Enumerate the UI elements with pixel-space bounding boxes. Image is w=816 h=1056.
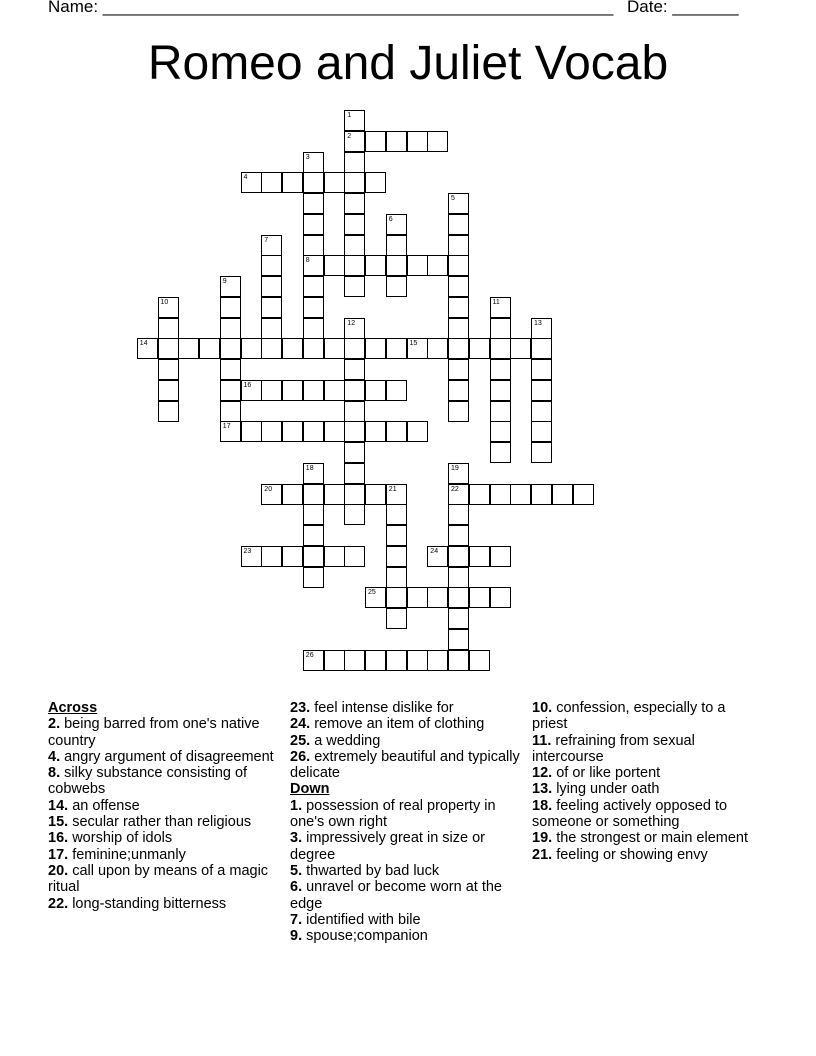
- clue-item: [290, 912, 522, 928]
- clue-item: [532, 798, 764, 831]
- grid-cell[interactable]: [531, 442, 552, 463]
- grid-cell[interactable]: [282, 421, 303, 442]
- grid-cell[interactable]: [448, 567, 469, 588]
- grid-cell[interactable]: [531, 338, 552, 359]
- grid-cell[interactable]: [178, 338, 199, 359]
- grid-cell[interactable]: [303, 338, 324, 359]
- clue-number: 7.: [290, 911, 303, 928]
- clue-number: 10.: [532, 700, 553, 716]
- clue-number: 25.: [290, 732, 311, 749]
- cell-number: 18: [305, 464, 314, 472]
- grid-cell[interactable]: [303, 276, 324, 297]
- clue-number: 13.: [532, 781, 553, 798]
- grid-cell[interactable]: [490, 380, 511, 401]
- clue-item: [532, 700, 764, 733]
- clue-text: refraining from sexual intercourse: [532, 732, 695, 765]
- grid-cell[interactable]: [344, 421, 365, 442]
- grid-cell[interactable]: [407, 131, 428, 152]
- grid-cell[interactable]: [448, 629, 469, 650]
- grid-cell[interactable]: [282, 380, 303, 401]
- grid-cell[interactable]: [490, 421, 511, 442]
- cell-number: 8: [305, 257, 310, 265]
- clue-item: [532, 830, 764, 846]
- date-field[interactable]: Date: _______: [627, 0, 739, 16]
- grid-cell[interactable]: [448, 214, 469, 235]
- cell-number: 11: [492, 298, 500, 306]
- grid-cell[interactable]: [448, 193, 469, 214]
- cell-number: 22: [451, 485, 459, 493]
- clue-text: possession of real property in one's own right: [290, 797, 496, 831]
- clue-item: [290, 879, 522, 912]
- clue-item: [290, 700, 522, 716]
- grid-cell[interactable]: [448, 484, 469, 505]
- clue-number: 18.: [532, 797, 553, 814]
- grid-cell[interactable]: [303, 546, 324, 567]
- grid-cell[interactable]: [490, 297, 511, 318]
- clue-number: 1.: [290, 797, 303, 814]
- grid-cell[interactable]: [386, 504, 407, 525]
- clue-column-2: [290, 700, 522, 944]
- clue-item: [290, 749, 522, 782]
- clue-item: [290, 928, 522, 944]
- clue-item: [48, 814, 280, 830]
- grid-cell[interactable]: [220, 276, 241, 297]
- grid-cell[interactable]: [386, 276, 407, 297]
- grid-cell[interactable]: [531, 359, 552, 380]
- grid-cell[interactable]: [261, 172, 282, 193]
- grid-cell[interactable]: [199, 338, 220, 359]
- cell-number: 10: [160, 298, 169, 306]
- grid-cell[interactable]: [241, 338, 262, 359]
- grid-cell[interactable]: [448, 359, 469, 380]
- grid-cell[interactable]: [469, 484, 490, 505]
- grid-cell[interactable]: [448, 587, 469, 608]
- grid-cell[interactable]: [344, 214, 365, 235]
- grid-cell[interactable]: [448, 380, 469, 401]
- cell-number: 17: [222, 423, 231, 431]
- cell-number: 1: [347, 112, 352, 119]
- clue-number: 6.: [290, 879, 303, 896]
- grid-cell[interactable]: [510, 484, 531, 505]
- clue-text: long-standing bitterness: [68, 895, 227, 912]
- grid-cell[interactable]: [220, 338, 241, 359]
- grid-cell[interactable]: [324, 546, 345, 567]
- grid-cell[interactable]: [490, 484, 511, 505]
- clue-column-1: [48, 700, 280, 912]
- clue-item: [290, 733, 522, 749]
- grid-cell[interactable]: [427, 587, 448, 608]
- cell-number: 7: [264, 236, 269, 244]
- grid-cell[interactable]: [324, 338, 345, 359]
- grid-cell[interactable]: [261, 484, 282, 505]
- grid-cell[interactable]: [490, 587, 511, 608]
- cell-number: 3: [305, 153, 310, 161]
- grid-cell[interactable]: [303, 193, 324, 214]
- grid-cell[interactable]: [282, 546, 303, 567]
- grid-cell[interactable]: [427, 546, 448, 567]
- grid-cell[interactable]: [531, 484, 552, 505]
- grid-cell[interactable]: [490, 338, 511, 359]
- grid-cell[interactable]: [448, 504, 469, 525]
- grid-cell[interactable]: [344, 172, 365, 193]
- grid-cell[interactable]: [324, 255, 345, 276]
- grid-cell[interactable]: [137, 338, 158, 359]
- clue-text: feel intense dislike for: [310, 700, 454, 716]
- grid-cell[interactable]: [344, 546, 365, 567]
- clue-number: 26.: [290, 748, 311, 765]
- grid-cell[interactable]: [386, 546, 407, 567]
- cell-number: 26: [305, 651, 314, 659]
- clue-item: [290, 798, 522, 831]
- cell-number: 5: [451, 195, 455, 202]
- clue-item: [48, 749, 280, 765]
- clue-item: [532, 847, 764, 863]
- clue-number: 15.: [48, 814, 69, 831]
- grid-cell[interactable]: [324, 172, 345, 193]
- grid-cell[interactable]: [303, 235, 324, 256]
- clue-heading: Down: [290, 781, 330, 798]
- grid-cell[interactable]: [261, 276, 282, 297]
- grid-cell[interactable]: [365, 255, 386, 276]
- clue-item: [532, 733, 764, 766]
- grid-cell[interactable]: [448, 235, 469, 256]
- grid-cell[interactable]: [158, 401, 179, 422]
- grid-cell[interactable]: [303, 297, 324, 318]
- grid-cell[interactable]: [324, 380, 345, 401]
- clue-number: 12.: [532, 765, 553, 782]
- grid-cell[interactable]: [344, 484, 365, 505]
- grid-cell[interactable]: [448, 650, 469, 671]
- grid-cell[interactable]: [324, 421, 345, 442]
- grid-cell[interactable]: [220, 380, 241, 401]
- grid-cell[interactable]: [365, 131, 386, 152]
- grid-cell[interactable]: [552, 484, 573, 505]
- grid-cell[interactable]: [303, 525, 324, 546]
- cell-number: 13: [534, 319, 542, 327]
- clue-number: 2.: [48, 716, 61, 733]
- grid-cell[interactable]: [220, 318, 241, 339]
- clue-number: 22.: [48, 895, 69, 912]
- grid-cell[interactable]: [303, 255, 324, 276]
- name-field[interactable]: Name: ______________________________________________________: [48, 0, 614, 16]
- grid-cell[interactable]: [427, 131, 448, 152]
- grid-cell[interactable]: [344, 152, 365, 173]
- grid-cell[interactable]: [344, 650, 365, 671]
- grid-cell[interactable]: [261, 338, 282, 359]
- grid-cell[interactable]: [448, 318, 469, 339]
- grid-cell[interactable]: [448, 463, 469, 484]
- clue-item: [290, 716, 522, 732]
- grid-cell[interactable]: [344, 193, 365, 214]
- cell-number: 24: [430, 547, 439, 555]
- clue-text: spouse;companion: [302, 928, 428, 945]
- grid-cell[interactable]: [407, 255, 428, 276]
- grid-cell[interactable]: [303, 152, 324, 173]
- grid-cell[interactable]: [344, 359, 365, 380]
- clue-text: confession, especially to a priest: [532, 700, 726, 733]
- clue-number: 21.: [532, 846, 553, 863]
- grid-cell[interactable]: [386, 567, 407, 588]
- grid-cell[interactable]: [261, 235, 282, 256]
- cell-number: 20: [264, 485, 273, 493]
- grid-cell[interactable]: [261, 546, 282, 567]
- grid-cell[interactable]: [365, 484, 386, 505]
- grid-cell[interactable]: [303, 172, 324, 193]
- page-title: Romeo and Juliet Vocab: [147, 37, 669, 90]
- clue-text: identified with bile: [302, 911, 421, 928]
- clue-item: [290, 863, 522, 879]
- clue-number: 16.: [48, 830, 69, 847]
- grid-cell[interactable]: [158, 359, 179, 380]
- grid-cell[interactable]: [344, 318, 365, 339]
- grid-cell[interactable]: [386, 525, 407, 546]
- grid-cell[interactable]: [303, 214, 324, 235]
- grid-cell[interactable]: [469, 546, 490, 567]
- grid-cell[interactable]: [386, 608, 407, 629]
- grid-cell[interactable]: [220, 297, 241, 318]
- grid-cell[interactable]: [490, 442, 511, 463]
- cell-number: 6: [388, 215, 393, 223]
- grid-cell[interactable]: [531, 380, 552, 401]
- grid-cell[interactable]: [303, 567, 324, 588]
- grid-cell[interactable]: [220, 401, 241, 422]
- grid-cell[interactable]: [386, 484, 407, 505]
- grid-cell[interactable]: [303, 463, 324, 484]
- grid-cell[interactable]: [490, 318, 511, 339]
- grid-cell[interactable]: [303, 504, 324, 525]
- clue-text: lying under oath: [552, 781, 660, 798]
- clue-text: a wedding: [310, 732, 381, 749]
- grid-cell[interactable]: [407, 650, 428, 671]
- grid-cell[interactable]: [241, 421, 262, 442]
- grid-cell[interactable]: [407, 338, 428, 359]
- clue-item: [48, 765, 280, 798]
- clue-number: 9.: [290, 928, 303, 945]
- grid-cell[interactable]: [303, 318, 324, 339]
- clue-heading: Across: [48, 700, 98, 716]
- clue-number: 24.: [290, 716, 311, 733]
- grid-cell[interactable]: [510, 338, 531, 359]
- grid-cell[interactable]: [365, 650, 386, 671]
- clue-number: 17.: [48, 846, 69, 863]
- grid-cell[interactable]: [158, 297, 179, 318]
- grid-cell[interactable]: [365, 172, 386, 193]
- clue-number: 23.: [290, 700, 311, 716]
- grid-cell[interactable]: [261, 421, 282, 442]
- grid-cell[interactable]: [531, 401, 552, 422]
- clue-text: impressively great in size or degree: [290, 830, 486, 863]
- grid-cell[interactable]: [386, 421, 407, 442]
- clue-number: 5.: [290, 862, 303, 879]
- cell-number: 4: [243, 174, 248, 182]
- grid-cell[interactable]: [427, 338, 448, 359]
- grid-cell[interactable]: [386, 255, 407, 276]
- grid-cell[interactable]: [303, 650, 324, 671]
- grid-cell[interactable]: [386, 235, 407, 256]
- clue-text: worship of idols: [68, 830, 173, 847]
- grid-cell[interactable]: [386, 131, 407, 152]
- grid-cell[interactable]: [324, 650, 345, 671]
- clue-number: 20.: [48, 862, 69, 879]
- clue-text: the strongest or main element: [552, 830, 749, 847]
- clue-number: 3.: [290, 830, 303, 847]
- clue-number: 8.: [48, 765, 61, 782]
- clue-text: call upon by means of a magic ritual: [48, 862, 269, 896]
- grid-cell[interactable]: [448, 276, 469, 297]
- grid-cell[interactable]: [448, 401, 469, 422]
- grid-cell[interactable]: [386, 650, 407, 671]
- clue-number: 19.: [532, 830, 553, 847]
- grid-cell[interactable]: [344, 131, 365, 152]
- grid-cell[interactable]: [531, 421, 552, 442]
- clue-text: being barred from one's native country: [48, 716, 260, 749]
- clue-item: [48, 798, 280, 814]
- clue-item: [48, 896, 280, 912]
- grid-cell[interactable]: [344, 380, 365, 401]
- grid-cell[interactable]: [303, 421, 324, 442]
- clue-text: secular rather than religious: [68, 814, 252, 831]
- clue-item: [48, 716, 280, 749]
- cell-number: 9: [222, 278, 227, 285]
- clue-text: feeling or showing envy: [552, 846, 708, 863]
- grid-cell[interactable]: [158, 338, 179, 359]
- grid-cell[interactable]: [344, 276, 365, 297]
- clue-text: feeling actively opposed to someone or something: [532, 797, 728, 831]
- grid-cell[interactable]: [407, 421, 428, 442]
- grid-cell[interactable]: [241, 380, 262, 401]
- grid-cell[interactable]: [448, 338, 469, 359]
- grid-cell[interactable]: [386, 214, 407, 235]
- grid-cell[interactable]: [386, 587, 407, 608]
- grid-cell[interactable]: [365, 380, 386, 401]
- grid-cell[interactable]: [282, 484, 303, 505]
- grid-cell[interactable]: [469, 650, 490, 671]
- grid-cell[interactable]: [158, 318, 179, 339]
- grid-cell[interactable]: [344, 463, 365, 484]
- clue-number: 11.: [532, 732, 552, 749]
- grid-cell[interactable]: [573, 484, 594, 505]
- grid-cell[interactable]: [344, 338, 365, 359]
- cell-number: 14: [139, 340, 148, 348]
- cell-number: 25: [368, 589, 376, 597]
- grid-cell[interactable]: [386, 338, 407, 359]
- grid-cell[interactable]: [448, 525, 469, 546]
- clue-item: [532, 781, 764, 797]
- grid-cell[interactable]: [344, 401, 365, 422]
- clue-text: extremely beautiful and typically delicate: [290, 748, 520, 782]
- grid-cell[interactable]: [490, 401, 511, 422]
- clue-number: 4.: [48, 748, 61, 765]
- grid-cell[interactable]: [448, 546, 469, 567]
- cell-number: 16: [243, 381, 252, 389]
- grid-cell[interactable]: [490, 546, 511, 567]
- grid-cell[interactable]: [261, 297, 282, 318]
- cell-number: 19: [451, 464, 459, 472]
- grid-cell[interactable]: [158, 380, 179, 401]
- grid-cell[interactable]: [261, 255, 282, 276]
- grid-cell[interactable]: [241, 546, 262, 567]
- grid-cell[interactable]: [448, 608, 469, 629]
- grid-cell[interactable]: [282, 172, 303, 193]
- clue-text: angry argument of disagreement: [60, 748, 274, 765]
- grid-cell[interactable]: [344, 110, 365, 131]
- grid-cell[interactable]: [427, 650, 448, 671]
- grid-cell[interactable]: [365, 587, 386, 608]
- clue-item: [532, 765, 764, 781]
- grid-cell[interactable]: [407, 587, 428, 608]
- grid-cell[interactable]: [448, 297, 469, 318]
- cell-number: 2: [347, 132, 352, 140]
- grid-cell[interactable]: [261, 318, 282, 339]
- clue-text: remove an item of clothing: [310, 716, 485, 733]
- grid-cell[interactable]: [344, 504, 365, 525]
- grid-cell[interactable]: [220, 359, 241, 380]
- grid-cell[interactable]: [303, 380, 324, 401]
- grid-cell[interactable]: [469, 338, 490, 359]
- clue-text: of or like portent: [552, 765, 661, 782]
- grid-cell[interactable]: [303, 484, 324, 505]
- grid-cell[interactable]: [386, 380, 407, 401]
- grid-cell[interactable]: [490, 359, 511, 380]
- clue-column-3: [532, 700, 764, 863]
- grid-cell[interactable]: [241, 172, 262, 193]
- grid-cell[interactable]: [344, 235, 365, 256]
- grid-cell[interactable]: [531, 318, 552, 339]
- grid-cell[interactable]: [365, 338, 386, 359]
- clue-text: an offense: [68, 797, 140, 814]
- grid-cell[interactable]: [324, 484, 345, 505]
- cell-number: 15: [409, 340, 418, 348]
- grid-cell[interactable]: [448, 255, 469, 276]
- clue-text: feminine;unmanly: [68, 846, 186, 863]
- grid-cell[interactable]: [344, 255, 365, 276]
- clue-text: silky substance consisting of cobwebs: [48, 765, 248, 798]
- grid-cell[interactable]: [427, 255, 448, 276]
- grid-cell[interactable]: [344, 442, 365, 463]
- clue-text: thwarted by bad luck: [302, 862, 440, 879]
- cell-number: 23: [243, 547, 252, 555]
- clue-text: unravel or become worn at the edge: [290, 879, 502, 912]
- grid-cell[interactable]: [469, 587, 490, 608]
- grid-cell[interactable]: [282, 338, 303, 359]
- clue-item: [48, 830, 280, 846]
- clue-item: [48, 863, 280, 896]
- clue-item: [290, 830, 522, 863]
- cell-number: 12: [347, 319, 356, 327]
- grid-cell[interactable]: [261, 380, 282, 401]
- clue-item: [48, 847, 280, 863]
- grid-cell[interactable]: [220, 421, 241, 442]
- clue-number: 14.: [48, 797, 69, 814]
- grid-cell[interactable]: [365, 421, 386, 442]
- cell-number: 21: [388, 485, 397, 493]
